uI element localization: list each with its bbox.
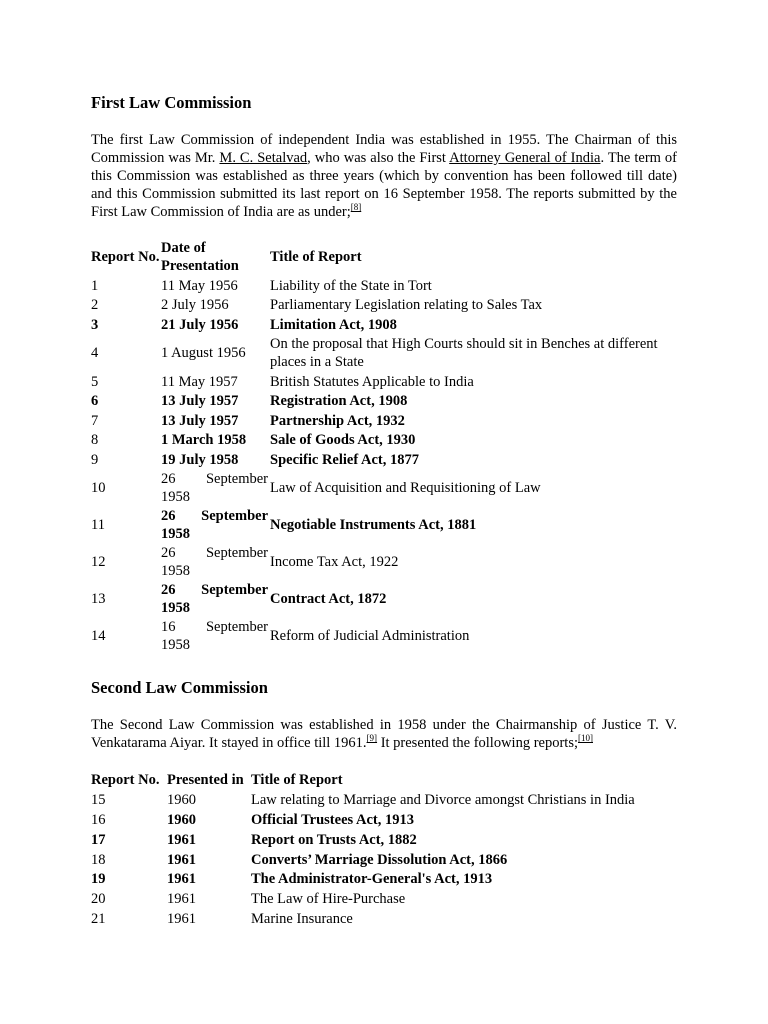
table-row xyxy=(91,889,681,909)
report-year: 1961 xyxy=(167,831,196,848)
header-title: Title of Report xyxy=(270,249,362,265)
report-no: 11 xyxy=(91,517,105,534)
report-title: On the proposal that High Courts should sit in Benches at different places in a State xyxy=(270,336,658,371)
table-row xyxy=(91,450,685,470)
report-title: Parliamentary Legislation relating to Sales Tax xyxy=(270,297,543,314)
header-title: Title of Report xyxy=(251,771,343,788)
link-setalvad[interactable]: M. C. Setalvad xyxy=(219,150,308,166)
date-day: 26 xyxy=(161,471,176,488)
report-date: 13 July 1957 xyxy=(161,393,239,410)
table-row xyxy=(91,869,681,889)
date-day: 26 xyxy=(161,508,176,525)
report-no: 5 xyxy=(91,373,99,390)
table-row xyxy=(91,850,681,870)
report-no: 4 xyxy=(91,345,99,362)
report-year: 1961 xyxy=(167,851,196,868)
header-report-no: Report No. xyxy=(91,249,160,265)
date-day: 16 xyxy=(161,619,176,636)
report-title: Registration Act, 1908 xyxy=(270,393,408,410)
section-heading-first-law-commission: First Law Commission xyxy=(91,93,252,112)
date-day: 26 xyxy=(161,582,176,599)
report-no: 15 xyxy=(91,791,106,808)
report-no: 7 xyxy=(91,412,99,429)
report-no: 18 xyxy=(91,851,106,868)
report-no: 1 xyxy=(91,277,99,294)
report-no: 21 xyxy=(91,911,106,928)
report-no: 17 xyxy=(91,831,106,848)
header-date: Date of Presentation xyxy=(161,240,239,274)
report-date: 19 July 1958 xyxy=(161,451,239,468)
report-no: 6 xyxy=(91,393,99,410)
para-text: It presented the following reports; xyxy=(377,735,578,751)
report-date: 21 July 1956 xyxy=(161,316,239,333)
report-title: Official Trustees Act, 1913 xyxy=(251,811,414,828)
report-year: 1960 xyxy=(167,791,196,808)
report-no: 19 xyxy=(91,871,106,888)
date-year: 1958 xyxy=(161,489,190,506)
report-year: 1960 xyxy=(167,811,196,828)
date-year: 1958 xyxy=(161,600,190,617)
table-row xyxy=(91,431,685,451)
table-header-row xyxy=(91,238,685,276)
report-no: 12 xyxy=(91,554,106,571)
reference-link-8[interactable]: [8] xyxy=(350,202,362,213)
report-title: Specific Relief Act, 1877 xyxy=(270,451,419,468)
date-month: September xyxy=(205,545,268,562)
report-no: 14 xyxy=(91,628,106,645)
para-text: . The term of this Commission was established as three years (which by convention has been followed till date) and this Commission submitted its last report on 16 September 1958. The reports submitted by the First Law Commission of India are as under; xyxy=(91,150,678,220)
date-month: September xyxy=(205,471,268,488)
header-report-no: Report No. xyxy=(91,771,160,788)
report-date: 2 July 1956 xyxy=(161,297,229,314)
table-row xyxy=(91,507,685,544)
para-text: , who was also the First xyxy=(307,150,450,166)
date-year: 1958 xyxy=(161,637,190,654)
report-date: 11 May 1956 xyxy=(161,277,238,294)
report-title: Law relating to Marriage and Divorce amongst Christians in India xyxy=(251,791,635,808)
report-title: Reform of Judicial Administration xyxy=(270,628,470,645)
date-year: 1958 xyxy=(161,526,190,543)
table-row xyxy=(91,581,685,618)
report-no: 3 xyxy=(91,316,99,333)
date-month: September xyxy=(205,619,268,636)
report-title: Converts’ Marriage Dissolution Act, 1866 xyxy=(251,851,508,868)
report-no: 16 xyxy=(91,811,106,828)
table-row xyxy=(91,810,681,830)
table-row xyxy=(91,391,685,411)
report-year: 1961 xyxy=(167,891,196,908)
date-year: 1958 xyxy=(161,563,190,580)
report-no: 8 xyxy=(91,432,99,449)
second-commission-reports-table xyxy=(91,770,681,929)
first-commission-paragraph xyxy=(91,131,677,221)
report-title: The Law of Hire-Purchase xyxy=(251,891,406,908)
date-month: September xyxy=(201,508,268,525)
report-date xyxy=(161,618,270,655)
link-attorney-general[interactable]: Attorney General of India xyxy=(449,150,601,166)
table-row xyxy=(91,618,685,655)
table-row xyxy=(91,315,685,335)
table-row xyxy=(91,544,685,581)
first-commission-reports-table xyxy=(91,238,685,655)
reference-link-10[interactable]: [10] xyxy=(578,733,593,744)
table-header-row xyxy=(91,770,681,790)
report-date xyxy=(161,507,270,544)
second-commission-paragraph xyxy=(91,716,677,752)
report-no: 13 xyxy=(91,591,106,608)
report-date xyxy=(161,544,270,581)
report-no: 9 xyxy=(91,451,99,468)
table-row xyxy=(91,830,681,850)
report-title: Income Tax Act, 1922 xyxy=(270,554,399,571)
date-month: September xyxy=(201,582,268,599)
report-title: Limitation Act, 1908 xyxy=(270,316,397,333)
report-title: Sale of Goods Act, 1930 xyxy=(270,432,416,449)
report-no: 2 xyxy=(91,297,99,314)
report-date: 13 July 1957 xyxy=(161,412,239,429)
table-row xyxy=(91,790,681,810)
report-title: Contract Act, 1872 xyxy=(270,591,387,608)
report-no: 20 xyxy=(91,891,106,908)
report-date: 11 May 1957 xyxy=(161,373,238,390)
report-date xyxy=(161,470,270,507)
report-title: Report on Trusts Act, 1882 xyxy=(251,831,417,848)
table-row xyxy=(91,372,685,392)
report-title: Law of Acquisition and Requisitioning of Law xyxy=(270,480,541,497)
report-no: 10 xyxy=(91,480,106,497)
table-row xyxy=(91,296,685,316)
table-row xyxy=(91,276,685,296)
para-text: The first Law Commission of independent India was established in 1955. The Chairman of this Commission was Mr. xyxy=(91,132,677,166)
report-date: 1 March 1958 xyxy=(161,432,247,449)
report-title: Marine Insurance xyxy=(251,911,353,928)
report-date: 1 August 1956 xyxy=(161,345,246,362)
report-title: The Administrator-General's Act, 1913 xyxy=(251,871,493,888)
date-day: 26 xyxy=(161,545,176,562)
table-row xyxy=(91,411,685,431)
reference-link-9[interactable]: [9] xyxy=(366,733,378,744)
report-date xyxy=(161,581,270,618)
report-title: Negotiable Instruments Act, 1881 xyxy=(270,517,477,534)
header-presented-in: Presented in xyxy=(167,771,244,788)
table-row xyxy=(91,909,681,929)
report-year: 1961 xyxy=(167,871,196,888)
report-year: 1961 xyxy=(167,911,196,928)
report-title: British Statutes Applicable to India xyxy=(270,373,474,390)
table-row xyxy=(91,470,685,507)
section-heading-second-law-commission: Second Law Commission xyxy=(91,678,268,697)
para-text: The Second Law Commission was established in 1958 under the Chairmanship of Justice T. V. Venkatarama Aiyar. It stayed in office till 1961. xyxy=(91,717,677,751)
report-title: Liability of the State in Tort xyxy=(270,277,432,294)
table-row xyxy=(91,335,685,372)
report-title: Partnership Act, 1932 xyxy=(270,412,405,429)
